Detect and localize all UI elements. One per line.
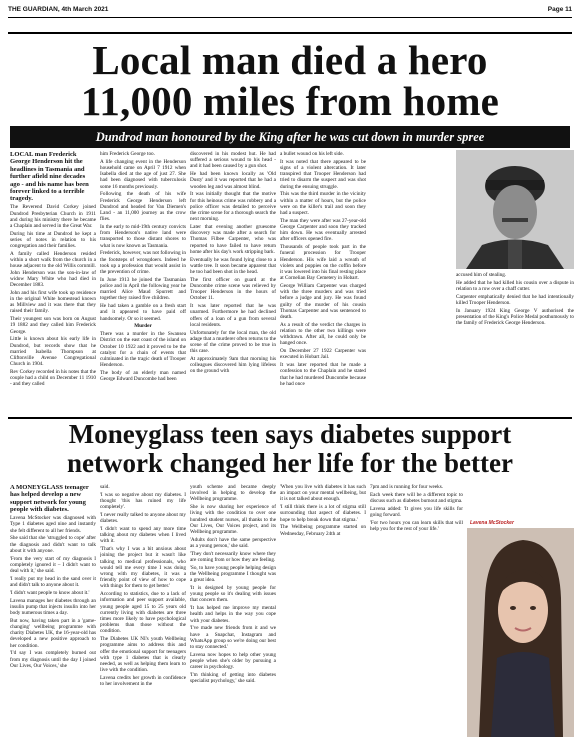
story2-column-5 <box>370 484 463 736</box>
story1-paragraph: a bullet wound on his left side. <box>280 151 344 157</box>
story1-column-4 <box>280 151 366 413</box>
story1-paragraph: This was the third murder in the vicinity within a matter of hours, but the police were on the killer's trail and soon they had a suspect. <box>280 191 366 217</box>
story2-paragraph: But now, having taken part in a 'game-changing' wellbeing programme with charity Diabetes UK, the 16-year-old has developed a new positive approach to her condition. <box>10 617 96 649</box>
story1-paragraph: The body of an elderly man named George Edward Duncombe had been <box>100 370 186 383</box>
story1-paragraph: In January 1924 King George V authorised the presentation of the King's Police Medal posthumously to the family of Frederick George Henderson. <box>456 307 574 327</box>
story2-headline-line2: network changed her life for the better <box>67 448 513 478</box>
story2-paragraph: 'It is designed by young people for young people so it's dealing with issues that concern them. <box>190 585 276 604</box>
story2-paragraph: 'I never really talked to anyone about my diabetes. <box>100 512 186 525</box>
story2-paragraph: 7pm and is running for four weeks. <box>370 484 444 490</box>
story2-lead: A MONEYGLASS teenager has helped develop a new support network for young people with diabetes. <box>10 484 89 514</box>
story2-paragraph: According to statistics, due to a lack of information and peer support available, young people aged 15 to 25 years old currently living with diabetes are three times more likely to have psychological problems than those without the condition. <box>100 591 186 635</box>
story1-paragraph: John and his first wife took up residence in the original White homestead known as Millview and it was there that they raised their family. <box>10 289 96 315</box>
story1-headline-line2: 11,000 miles from home <box>80 78 500 124</box>
story2-paragraph: Lavena now hopes to help other young people when she's older by pursuing a career in psychology. <box>190 651 276 671</box>
story1-paragraph: He had been known locally as 'Old Dusty' and it was reported that he had a wooden leg and was almost blind. <box>190 171 276 190</box>
story1-paragraph: He added that he had killed his cousin over a dispute in relation to a row over a chaff cutter. <box>456 279 574 292</box>
story1-column-1 <box>10 151 96 413</box>
headline-rule-top <box>8 32 572 34</box>
story1-paragraph: The Reverend David Corkey joined Dundrod Presbyterian Church in 1911 and during his ministry there he became a Chaplain and served in the Great War. <box>10 204 96 230</box>
masthead-rule <box>8 17 572 18</box>
story1-lead: LOCAL man Frederick George Henderson hit the headlines in Tasmania and further afield nine decades ago - and his name has been forever linked to a terrible tragedy. <box>10 151 89 203</box>
story2-paragraph: 'I'm thinking of getting into diabetes specialist psychology,' she said. <box>190 672 276 685</box>
story2-column-2 <box>100 484 186 736</box>
story2-paragraph: Lavena manages her diabetes through an insulin pump that injects insulin into her body numerous times a day. <box>10 597 96 617</box>
lavena-portrait-photo <box>467 518 574 737</box>
story2-paragraph: 'I really put my head in the sand over it and didn't talk to anyone about it. <box>10 575 96 589</box>
story1-paragraph: Later that evening another gruesome discovery was made after a search for Thomas Filbee Carpenter, who was reported to have failed to have return home after his day's work stripping bark. <box>190 224 276 255</box>
trooper-portrait-image <box>456 150 574 269</box>
story1-paragraph: He had taken a gamble on a fresh start and it appeared to have paid off handsomely. Or so it seemed. <box>100 303 186 322</box>
story1-paragraph: George William Carpenter was charged with the three murders and was tried before a judge and jury. He was found guilty of the murder of his cousin Thomas Carpenter and was sentenced to death. <box>280 283 366 321</box>
story2-paragraph: 'Adults don't have the same perspective as a young person,' she said. <box>190 536 276 550</box>
story1-paragraph: Following the death of his wife Frederick George Henderson left Dundrod and headed for Van Diemen's Land - an 11,000 journey as the crow flies. <box>100 191 186 223</box>
story2-paragraph: The Wellbeing programme started on Wednesday, February 24th at <box>280 524 366 537</box>
story1-paragraph: accused him of stealing. <box>456 272 507 278</box>
story1-paragraph: him Frederick George too. <box>100 151 155 157</box>
story1-paragraph: As a result of the verdict the charges in relation to the other two killings were withdrawn. After all, he could only be hanged once. <box>280 321 366 347</box>
story2-column-3 <box>190 484 276 736</box>
story1-paragraph: It was noted that there appeared to be signs of a violent altercation. It later transpired that Trooper Henderson had tried to disarm the suspect and was shot during the ensuing struggle. <box>280 158 366 190</box>
story2-paragraph: 'I didn't want to spend any more time talking about my diabetes when I lived with it. <box>100 526 186 545</box>
story2-paragraph: She said that she 'struggled to cope' after the diagnosis and didn't want to talk about it with anyone. <box>10 535 96 554</box>
story1-column-5-filler <box>370 151 452 413</box>
story2-paragraph: 'I didn't want people to know about it.' <box>10 589 90 596</box>
story1-paragraph: At approximately 9am that morning his colleagues discovered him lying lifeless on the ground with <box>190 356 276 375</box>
story2-paragraph: Lavena credits her growth in confidence to her involvement in the <box>100 675 186 688</box>
page-number: Page 11 <box>547 5 572 13</box>
story1-paragraph: It was initially thought that the motive for this heinous crime was robbery and a police officer was detailed to perceive the crime scene for a thorough search the next morning. <box>190 191 276 223</box>
lavena-portrait-image <box>467 518 574 737</box>
story1-paragraph: Carpenter emphatically denied that he had intentionally killed Trooper Henderson. <box>456 293 574 306</box>
story2-paragraph: The Diabetes UK NI's youth Wellbeing programme aims to address this and offer the emotional support for teenagers with type 1 diabetes that is clearly needed, as well as helping them learn to live with the condition. <box>100 636 186 674</box>
story1-paragraph: Frederick, however, was not following in the footsteps of wrongdoers. Indeed he took up a profession that would assist in the prevention of crime. <box>100 250 186 276</box>
story1-paragraph: Unfortunately for the local man, the old adage that a murderer often returns to the scene of the crime proved to be true in this case. <box>190 329 276 355</box>
story1-paragraph: The first officer on guard at the Duncombe crime scene was relieved by Trooper Henderson in the hours of October 11. <box>190 276 276 302</box>
story1-paragraph: On December 27 1922 Carpenter was executed in Hobart Jail. <box>280 348 366 361</box>
story1-headline-line1: Local man died a hero <box>92 37 488 83</box>
publication-date: THE GUARDIAN, 4th March 2021 <box>8 5 109 13</box>
story2-headline-line1: Moneyglass teen says diabetes support <box>68 419 512 449</box>
trooper-portrait-photo <box>456 150 574 269</box>
story2-paragraph: 'For two hours you can learn skills that will help you for the rest of your life.' <box>370 519 463 532</box>
story1-paragraph: Thousands of people took part in the funeral procession for Trooper Henderson. His wife laid a wreath of violets and poppies on the coffin before it was lowered into his final resting place at Cornelian Bay Cemetery in Hobart. <box>280 244 366 282</box>
story2-paragraph: 'When you live with diabetes it has such an impact on your mental wellbeing, but it is not talked about enough. <box>280 484 366 503</box>
story2-paragraph: She is now sharing her experience of living with the condition to over one hundred student nurses, all thanks to the Our Lives, Our Voices project, and its Wellbeing programme. <box>190 504 276 536</box>
story1-paragraph: Eventually he was found lying close to a wattle tree. It soon became apparent that he too had been shot in the head. <box>190 256 276 276</box>
story2-paragraph: 'So, to have young people helping design the Wellbeing programme I thought was a great idea. <box>190 564 276 584</box>
story1-paragraph: In the early to mid-19th century convicts from Henderson's native land were transported to those distant shores to what is now known as Tasmania. <box>100 224 186 249</box>
story2-paragraph: Each week there will be a different topic to discuss such as diabetes burnout and stigma. <box>370 491 463 504</box>
story1-paragraph: During his time at Dundrod he kept a series of notes in relation to his congregation and their families. <box>10 230 96 250</box>
story1-column-2 <box>100 151 186 413</box>
story1-paragraph: A family called Henderson resided within a short walk from the church in a house adjacent to the old Willis cornmill. John Henderson was the son-in-law of widow Mary White who had died in December 1883. <box>10 251 96 289</box>
page-masthead <box>8 2 572 16</box>
story2-column-4 <box>280 484 366 736</box>
story1-column-3 <box>190 151 276 413</box>
story2-paragraph: said. <box>100 484 110 490</box>
story2-column-1 <box>10 484 96 736</box>
story1-paragraph: It was later reported that he made a confession to the Chaplain and he stated that he had murdered Duncombe because he had once <box>280 362 366 387</box>
story2-paragraph: 'From the very start of my diagnosis I completely ignored it – I didn't want to deal with it,' she said. <box>10 555 96 575</box>
story1-paragraph: Their youngest son was born on August 19 1882 and they called him Frederick George. <box>10 316 96 335</box>
story2-paragraph: 'They don't necessarily know where they are coming from or how they are feeling. <box>190 550 276 564</box>
story2-paragraph: Lavena McStocker was diagnosed with Type 1 diabetes aged nine and instantly she felt different to all her friends. <box>10 515 96 534</box>
story1-paragraph: It was later reported that he was unarmed. Furthermore he had declined offers of a loan of a gun from several local residents. <box>190 303 276 328</box>
story1-subheading: Murder <box>134 323 152 330</box>
story2-paragraph: 'That's why I was a bit anxious about joining the project but it wasn't like talking to medical professionals, who would tell me every time I was doing wrong with my diabetes, it was a friendly point of view of how to cope with things for them to get better.' <box>100 546 186 590</box>
story1-headline <box>10 37 570 124</box>
story2-paragraph: youth scheme and became deeply involved in helping to develop the Wellbeing programme. <box>190 484 276 503</box>
story2-paragraph: 'I was so negative about my diabetes. I thought 'this has ruined my life completely'. <box>100 491 186 511</box>
story1-paragraph: A life changing event in the Henderson household came on April 7 1912 when Isabella died at the age of just 27. She had been diagnosed with tuberculosis some 16 months previously. <box>100 158 186 190</box>
photo-caption: Lavena McStocker <box>467 518 574 528</box>
story2-paragraph: 'It has helped me improve my mental health and helps in the way you cope with your diabetes. <box>190 605 276 624</box>
story1-strap: Dundrod man honoured by the King after he was cut down in murder spree <box>10 126 570 148</box>
story2-paragraph: 'I've made new friends from it and we have a Snapchat, Instagram and WhatsApp group so we're doing our best to stay connected.' <box>190 625 276 651</box>
story2-paragraph: 'I'd say I was completely burned out from my diagnosis until the day I joined Our Lives, Our Voices,' she <box>10 650 96 669</box>
story2-paragraph: 'I still think there is a lot of stigma still surrounding that aspect of diabetes. I hope to help break down that stigma.' <box>280 504 366 523</box>
story1-paragraph: Rev Corkey recorded in his notes that the couple had a child on December 11 1910 - and they called <box>10 369 96 388</box>
story1-paragraph: discovered in his modest hut. He had suffered a serious wound to his head - and it had been caused by a gun shot. <box>190 151 276 170</box>
story1-paragraph: Little is known about his early life in Dundrod, but records show that he married Isabella Thompson at Cliftonville Avenue Congregational Church in 1904. <box>10 336 96 368</box>
story2-headline <box>10 420 570 478</box>
story1-paragraph: There was a murder in the Swansea District on the east coast of the island on October 10 1922 and it proved to be the catalyst for a chain of events that culminated in the tragic death of Trooper Henderson. <box>100 331 186 369</box>
story1-paragraph: In June 1913 he joined the Tasmanian police and in April the following year he married Alice Maud Spurrett and together they raised five children. <box>100 276 186 302</box>
story2-paragraph: Lavena added: 'It gives you life skills for going forward. <box>370 505 463 518</box>
story1-paragraph: The man they were after was 27-year-old George Carpenter and soon they tracked him down. He was eventually arrested after officers opened fire. <box>280 217 366 243</box>
story1-column-5 <box>456 272 574 413</box>
